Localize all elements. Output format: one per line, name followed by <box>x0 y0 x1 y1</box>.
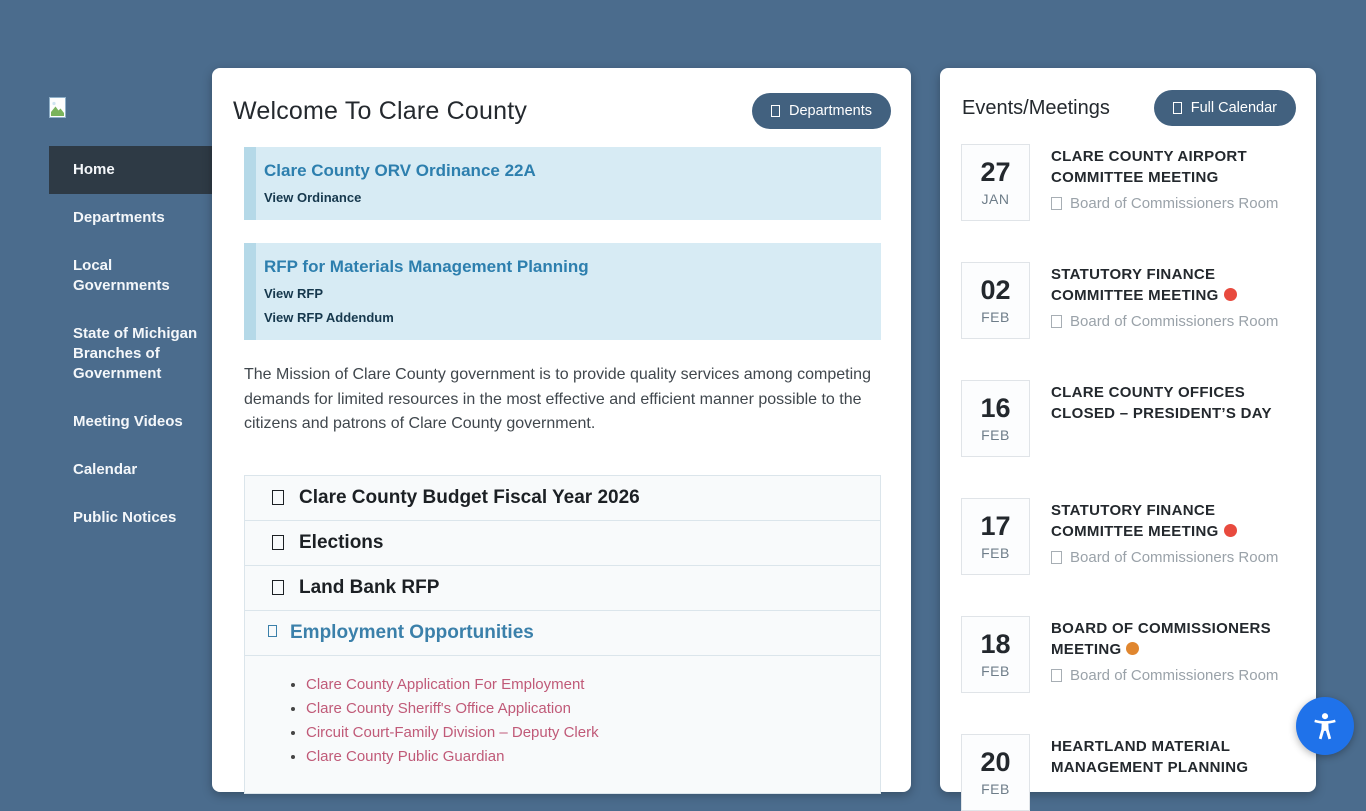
accordion-header-elections[interactable] <box>245 521 880 566</box>
event-location <box>1051 667 1298 684</box>
placeholder-icon <box>268 625 277 637</box>
notice-alert <box>244 147 881 220</box>
page-title: Welcome To Clare County <box>233 96 528 125</box>
events-panel-title: Events/Meetings <box>962 96 1110 119</box>
event-month: FEB <box>981 780 1010 797</box>
employment-link[interactable]: Clare County Public Guardian <box>306 747 505 765</box>
event-location-label: Board of Commissioners Room <box>1070 667 1279 684</box>
accessibility-icon <box>1309 710 1341 742</box>
event-date-box <box>961 380 1030 457</box>
events-panel <box>940 68 1316 797</box>
location-pin-icon <box>1051 197 1062 210</box>
event-month: JAN <box>981 190 1010 207</box>
sidebar-item-meeting-videos[interactable] <box>49 398 213 446</box>
event-item <box>961 262 1298 339</box>
event-location <box>1051 313 1298 330</box>
employment-links-panel <box>245 656 880 794</box>
event-month: FEB <box>981 662 1010 679</box>
event-content <box>1051 262 1298 339</box>
event-item <box>961 734 1298 811</box>
notice-document-link[interactable]: View RFP Addendum <box>264 310 394 325</box>
notice-document-link[interactable]: View RFP <box>264 286 324 301</box>
sidebar-item-label: Departments <box>73 209 165 226</box>
event-item <box>961 144 1298 221</box>
notice-title-link[interactable]: RFP for Materials Management Planning <box>264 257 589 276</box>
sidebar-item-label: Home <box>73 161 115 178</box>
event-location <box>1051 549 1298 566</box>
event-content <box>1051 144 1298 221</box>
welcome-card <box>212 68 911 792</box>
event-content <box>1051 498 1298 575</box>
accordion-header-land-bank-rfp[interactable] <box>245 566 880 611</box>
location-pin-icon <box>1051 315 1062 328</box>
accordion-header-label: Employment Opportunities <box>290 621 534 643</box>
event-item <box>961 380 1298 457</box>
main-header <box>212 68 911 145</box>
sidebar-item-departments[interactable] <box>49 194 213 242</box>
events-header <box>940 68 1316 144</box>
notice-title-link[interactable]: Clare County ORV Ordinance 22A <box>264 161 536 180</box>
sidebar-item-label: Meeting Videos <box>73 413 183 430</box>
sidebar <box>0 0 213 768</box>
event-title-link[interactable]: HEARTLAND MATERIAL MANAGEMENT PLANNING <box>1051 738 1249 776</box>
sidebar-item-home[interactable] <box>49 146 213 194</box>
departments-button-label: Departments <box>788 103 872 119</box>
status-dot-orange <box>1126 642 1139 655</box>
accordion-header-employment-opportunities[interactable] <box>245 611 880 656</box>
mission-text: The Mission of Clare County government is to provide quality services among competing demands for limited resources in the most effective and efficient manner possible to the citizens and patrons of Clare County government. <box>244 366 871 432</box>
event-date-box <box>961 734 1030 811</box>
event-location-label: Board of Commissioners Room <box>1070 313 1279 330</box>
notice-alert <box>244 243 881 340</box>
building-icon <box>771 105 780 117</box>
event-date-box <box>961 498 1030 575</box>
placeholder-icon <box>272 490 284 505</box>
sidebar-item-label: State of Michigan Branches of Government <box>73 325 198 382</box>
event-title-link[interactable]: CLARE COUNTY OFFICES CLOSED – PRESIDENT’S DAY <box>1051 384 1272 422</box>
event-date-box <box>961 262 1030 339</box>
sidebar-item-public-notices[interactable] <box>49 494 213 542</box>
event-day: 20 <box>980 746 1011 777</box>
full-calendar-button-label: Full Calendar <box>1190 100 1277 116</box>
event-title-link[interactable]: BOARD OF COMMISSIONERS MEETING <box>1051 620 1271 658</box>
event-location-label: Board of Commissioners Room <box>1070 549 1279 566</box>
accordion-header-clare-county-budget-fiscal-year-2026[interactable] <box>245 476 880 521</box>
event-day: 18 <box>980 628 1011 659</box>
employment-link[interactable]: Clare County Application For Employment <box>306 675 585 693</box>
list-item <box>306 745 860 769</box>
list-item <box>306 697 860 721</box>
placeholder-icon <box>272 580 284 595</box>
event-content <box>1051 734 1298 811</box>
event-location-label: Board of Commissioners Room <box>1070 195 1279 212</box>
accordion-header-label: Land Bank RFP <box>299 576 440 598</box>
sidebar-item-label: Calendar <box>73 461 138 478</box>
sidebar-item-local-governments[interactable] <box>49 242 213 310</box>
event-title-link[interactable]: CLARE COUNTY AIRPORT COMMITTEE MEETING <box>1051 148 1248 186</box>
departments-button[interactable] <box>752 93 891 129</box>
status-dot-red <box>1224 524 1237 537</box>
event-month: FEB <box>981 544 1010 561</box>
event-item <box>961 498 1298 575</box>
event-day: 16 <box>980 392 1011 423</box>
event-date-box <box>961 144 1030 221</box>
list-item <box>306 673 860 697</box>
events-list <box>940 144 1316 811</box>
site-logo broken-image-icon <box>49 97 66 118</box>
event-location <box>1051 195 1298 212</box>
event-date-box <box>961 616 1030 693</box>
event-content <box>1051 616 1298 693</box>
sidebar-item-label: Local Governments <box>73 257 170 294</box>
sidebar-item-label: Public Notices <box>73 509 177 526</box>
sidebar-item-calendar[interactable] <box>49 446 213 494</box>
location-pin-icon <box>1051 551 1062 564</box>
event-item <box>961 616 1298 693</box>
event-day: 17 <box>980 510 1011 541</box>
accessibility-button[interactable] <box>1296 697 1354 755</box>
full-calendar-button[interactable] <box>1154 90 1296 126</box>
event-content <box>1051 380 1298 457</box>
accordion <box>244 475 881 794</box>
calendar-icon <box>1173 102 1182 114</box>
notice-document-link[interactable]: View Ordinance <box>264 190 362 205</box>
event-day: 02 <box>980 274 1011 305</box>
event-day: 27 <box>980 156 1011 187</box>
employment-links-list <box>289 673 860 769</box>
event-month: FEB <box>981 308 1010 325</box>
status-dot-red <box>1224 288 1237 301</box>
notices <box>244 147 881 340</box>
sidebar-nav <box>49 146 213 542</box>
accordion-header-label: Clare County Budget Fiscal Year 2026 <box>299 486 640 508</box>
event-title-link[interactable]: STATUTORY FINANCE COMMITTEE MEETING <box>1051 500 1298 542</box>
placeholder-icon <box>272 535 284 550</box>
accordion-header-label: Elections <box>299 531 384 553</box>
event-title-link[interactable]: STATUTORY FINANCE COMMITTEE MEETING <box>1051 264 1298 306</box>
event-month: FEB <box>981 426 1010 443</box>
employment-link[interactable]: Clare County Sheriff's Office Application <box>306 699 571 717</box>
employment-link[interactable]: Circuit Court-Family Division – Deputy Clerk <box>306 723 599 741</box>
location-pin-icon <box>1051 669 1062 682</box>
sidebar-item-state-of-michigan-branches-of-government[interactable] <box>49 310 213 398</box>
list-item <box>306 721 860 745</box>
